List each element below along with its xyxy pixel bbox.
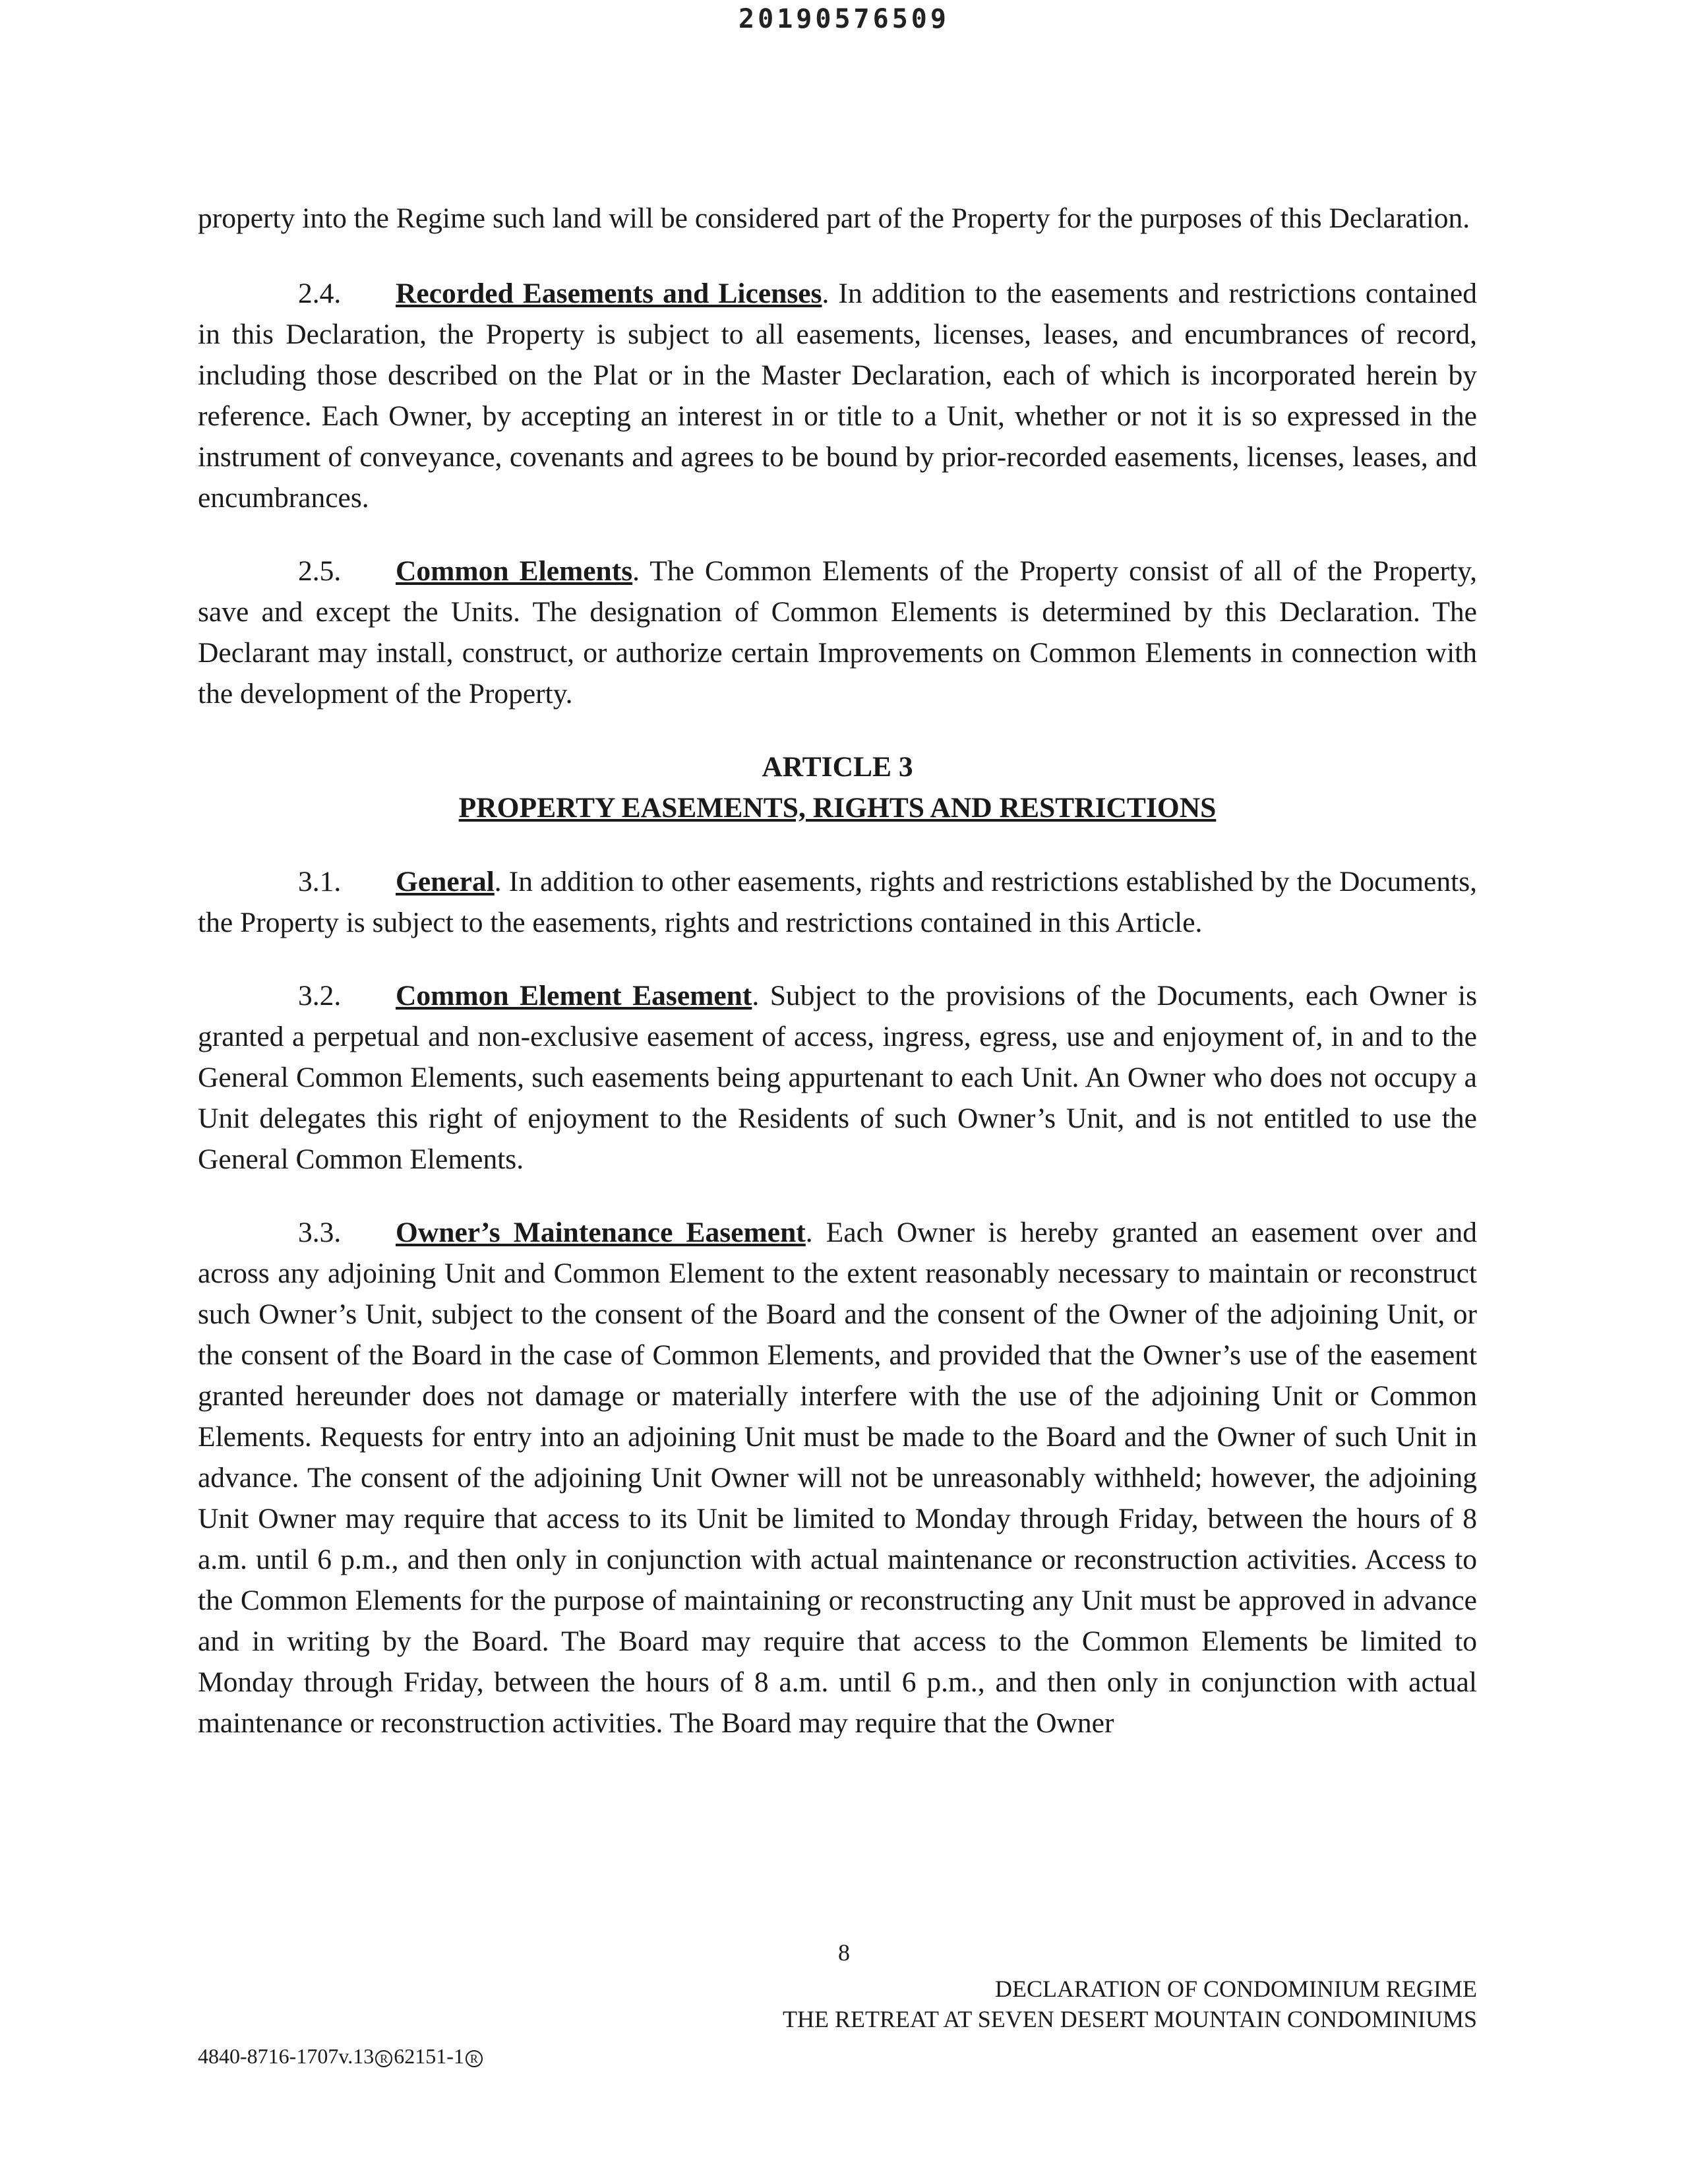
registered-mark-icon: R: [375, 2050, 392, 2067]
section-text: . Subject to the provisions of the Documents, each Owner is granted a perpetual and non-exclusive easement of access, ingress, egress, use and enjoyment of, in and to the General Common Elements, such easements being appurtenant to each Unit. An Owner who does not occupy a Unit delegates this right of enjoyment to the Residents of such Owner’s Unit, and is not entitled to use the General Common Elements.: [198, 980, 1477, 1175]
section-text: . In addition to the easements and restrictions contained in this Declaration, the Property is subject to all easements, licenses, leases, and encumbrances of record, including those described on the Plat or in the Master Declaration, each of which is incorporated herein by reference. Each Owner, by accepting an interest in or title to a Unit, whether or not it is so expressed in the instrument of conveyance, covenants and agrees to be bound by prior-recorded easements, licenses, leases, and encumbrances.: [198, 278, 1477, 514]
section-text: . In addition to other easements, rights and restrictions established by the Documents, the Property is subject to the easements, rights and restrictions contained in this Article.: [198, 866, 1477, 938]
section-2-5: [198, 551, 1477, 714]
section-2-4: [198, 273, 1477, 518]
article-heading: PROPERTY EASEMENTS, RIGHTS AND RESTRICTIONS: [458, 792, 1217, 824]
doc-id-prefix: 4840-8716-1707v.13: [198, 2044, 375, 2068]
section-title: General: [396, 866, 495, 897]
section-text: . The Common Elements of the Property consist of all of the Property, save and except the Units. The designation of Common Elements is determined by this Declaration. The Declarant may install, construct, or authorize certain Improvements on Common Elements in connection with the development of the Property.: [198, 555, 1478, 710]
footer-line-1: DECLARATION OF CONDOMINIUM REGIME: [995, 1976, 1477, 2002]
section-number: 3.2.: [298, 980, 342, 1012]
doc-id-middle: 62151-1: [394, 2044, 464, 2068]
footer-line-2: THE RETREAT AT SEVEN DESERT MOUNTAIN CONDOMINIUMS: [783, 2006, 1477, 2032]
article-label: ARTICLE 3: [762, 751, 913, 783]
section-3-1: [198, 861, 1477, 943]
section-number: 3.1.: [298, 866, 342, 897]
document-id: [198, 2044, 484, 2069]
section-number: 2.4.: [298, 278, 342, 309]
article-3-header: [198, 746, 1477, 828]
section-title: Recorded Easements and Licenses: [396, 278, 822, 309]
section-title: Common Element Easement: [396, 980, 752, 1012]
registered-mark-icon: R: [466, 2050, 483, 2067]
section-3-3: [198, 1212, 1477, 1744]
section-text: . Each Owner is hereby granted an easement over and across any adjoining Unit and Common Element to the extent reasonably necessary to maintain or reconstruct such Owner’s Unit, subject to the consent of the Board and the consent of the Owner of the adjoining Unit, or the consent of the Board in the case of Common Elements, and provided that the Owner’s use of the easement granted hereunder does not damage or materially interfere with the use of the adjoining Unit or Common Elements. Requests for entry into an adjoining Unit must be made to the Board and the Owner of such Unit in advance. The consent of the adjoining Unit Owner will not be unreasonably withheld; however, the adjoining Unit Owner may require that access to its Unit be limited to Monday through Friday, between the hours of 8 a.m. until 6 p.m., and then only in conjunction with actual maintenance or reconstruction activities. Access to the Common Elements for the purpose of maintaining or reconstructing any Unit must be approved in advance and in writing by the Board. The Board may require that access to the Common Elements be limited to Monday through Friday, between the hours of 8 a.m. until 6 p.m., and then only in conjunction with actual maintenance or reconstruction activities. The Board may require that the Owner: [198, 1217, 1477, 1739]
section-title: Owner’s Maintenance Easement: [396, 1217, 806, 1248]
footer-title-block: [783, 1974, 1477, 2034]
continuation-paragraph: property into the Regime such land will be considered part of the Property for the purposes of this Declaration.: [198, 202, 1470, 234]
section-title: Common Elements: [396, 555, 633, 587]
page-number: 8: [838, 1939, 850, 1966]
section-number: 2.5.: [298, 555, 342, 587]
recording-number: 20190576509: [738, 4, 950, 34]
section-3-2: [198, 975, 1477, 1180]
section-number: 3.3.: [298, 1217, 342, 1248]
document-body: [198, 198, 1477, 1776]
